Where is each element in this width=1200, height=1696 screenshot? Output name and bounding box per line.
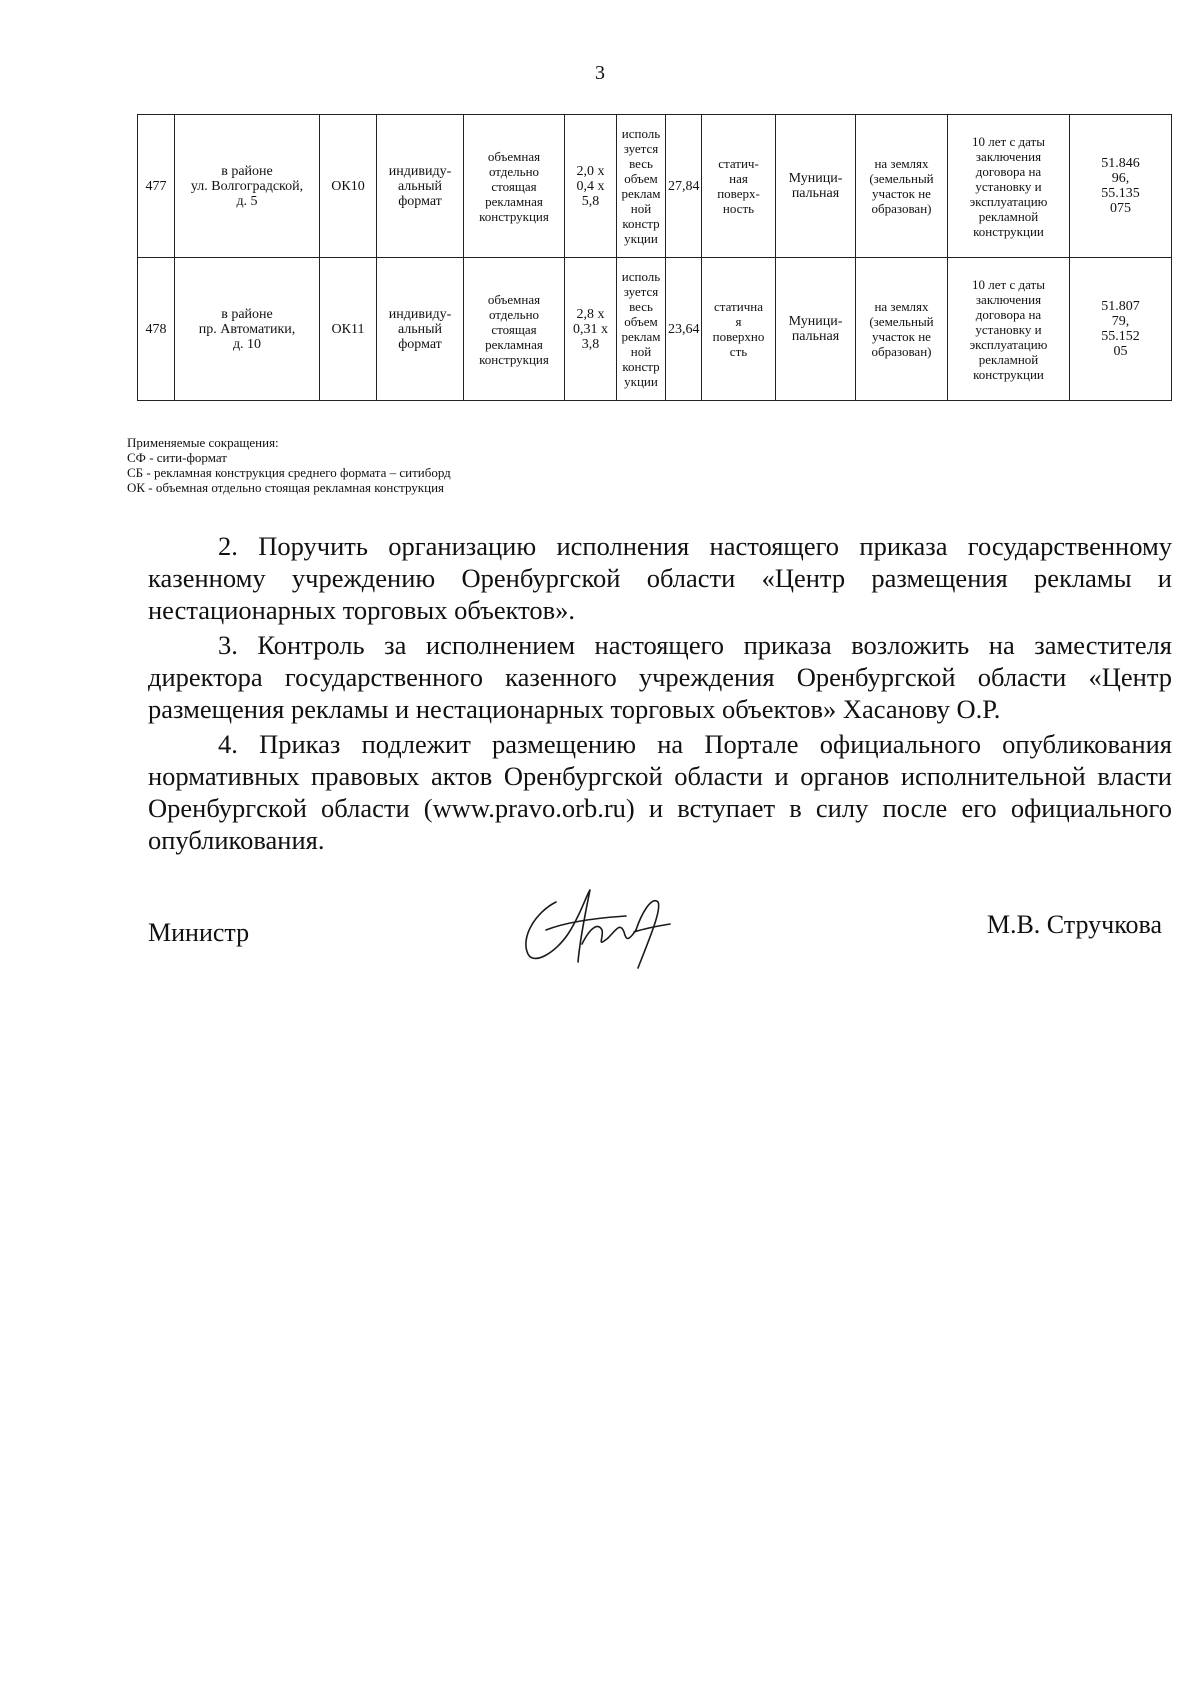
signer-name: М.В. Стручкова	[986, 910, 1162, 939]
surface-kind-cell: статич- ная поверх- ность	[702, 115, 776, 258]
area-cell: 27,84	[666, 115, 702, 258]
abbreviation-item: СБ - рекламная конструкция среднего формата – ситиборд	[127, 465, 451, 480]
format-cell: индивиду- альный формат	[377, 258, 464, 401]
usage-cell: исполь зуется весь объем реклам ной констр укции	[617, 258, 666, 401]
table-row	[138, 115, 1172, 258]
structure-type-cell: объемная отдельно стоящая рекламная конструкция	[464, 258, 565, 401]
paragraph: 4. Приказ подлежит размещению на Портале официального опубликования нормативных правовых актов Оренбургской области и органов исполнительной власти Оренбургской области (www.pravo.orb.ru) и вступает в силу после его официального опубликования.	[148, 729, 1172, 855]
term-cell: 10 лет с даты заключения договора на установку и эксплуатацию рекламной конструкции	[948, 258, 1070, 401]
code-cell: ОК10	[320, 115, 377, 258]
abbreviation-item: ОК - объемная отдельно стоящая рекламная конструкция	[127, 480, 445, 495]
size-cell: 2,8 х 0,31 х 3,8	[565, 258, 617, 401]
land-cell: на землях (земельный участок не образован)	[856, 258, 948, 401]
ownership-cell: Муници- пальная	[776, 258, 856, 401]
land-cell: на землях (земельный участок не образован)	[856, 115, 948, 258]
abbreviations-title: Применяемые сокращения:	[127, 435, 279, 450]
coordinates-cell: 51.807 79, 55.152 05	[1070, 258, 1172, 401]
abbreviations-block	[127, 435, 451, 495]
row-number-cell: 478	[138, 258, 175, 401]
coordinates-cell: 51.846 96, 55.135 075	[1070, 115, 1172, 258]
page-number: 3	[595, 62, 605, 84]
address-cell: в районе пр. Автоматики, д. 10	[175, 258, 320, 401]
term-cell: 10 лет с даты заключения договора на установку и эксплуатацию рекламной конструкции	[948, 115, 1070, 258]
row-number-cell: 477	[138, 115, 175, 258]
abbreviation-item: СФ - сити-формат	[127, 450, 227, 465]
format-cell: индивиду- альный формат	[377, 115, 464, 258]
surface-kind-cell: статична я поверхно сть	[702, 258, 776, 401]
paragraph: 3. Контроль за исполнением настоящего приказа возложить на заместителя директора государственного казенного учреждения Оренбургской области «Центр размещения рекламы и нестационарных торговых объектов» Хасанову О.Р.	[148, 630, 1172, 724]
code-cell: ОК11	[320, 258, 377, 401]
ownership-cell: Муници- пальная	[776, 115, 856, 258]
structure-type-cell: объемная отдельно стоящая рекламная конструкция	[464, 115, 565, 258]
table-row	[138, 258, 1172, 401]
paragraph: 2. Поручить организацию исполнения настоящего приказа государственному казенному учреждению Оренбургской области «Центр размещения рекламы и нестационарных торговых объектов».	[148, 531, 1172, 625]
size-cell: 2,0 х 0,4 х 5,8	[565, 115, 617, 258]
order-body	[148, 530, 1172, 859]
signer-position: Министр	[148, 918, 250, 947]
advertising-structures-table	[137, 114, 1172, 401]
area-cell: 23,64	[666, 258, 702, 401]
handwritten-signature	[516, 882, 716, 977]
address-cell: в районе ул. Волгоградской, д. 5	[175, 115, 320, 258]
usage-cell: исполь зуется весь объем реклам ной констр укции	[617, 115, 666, 258]
